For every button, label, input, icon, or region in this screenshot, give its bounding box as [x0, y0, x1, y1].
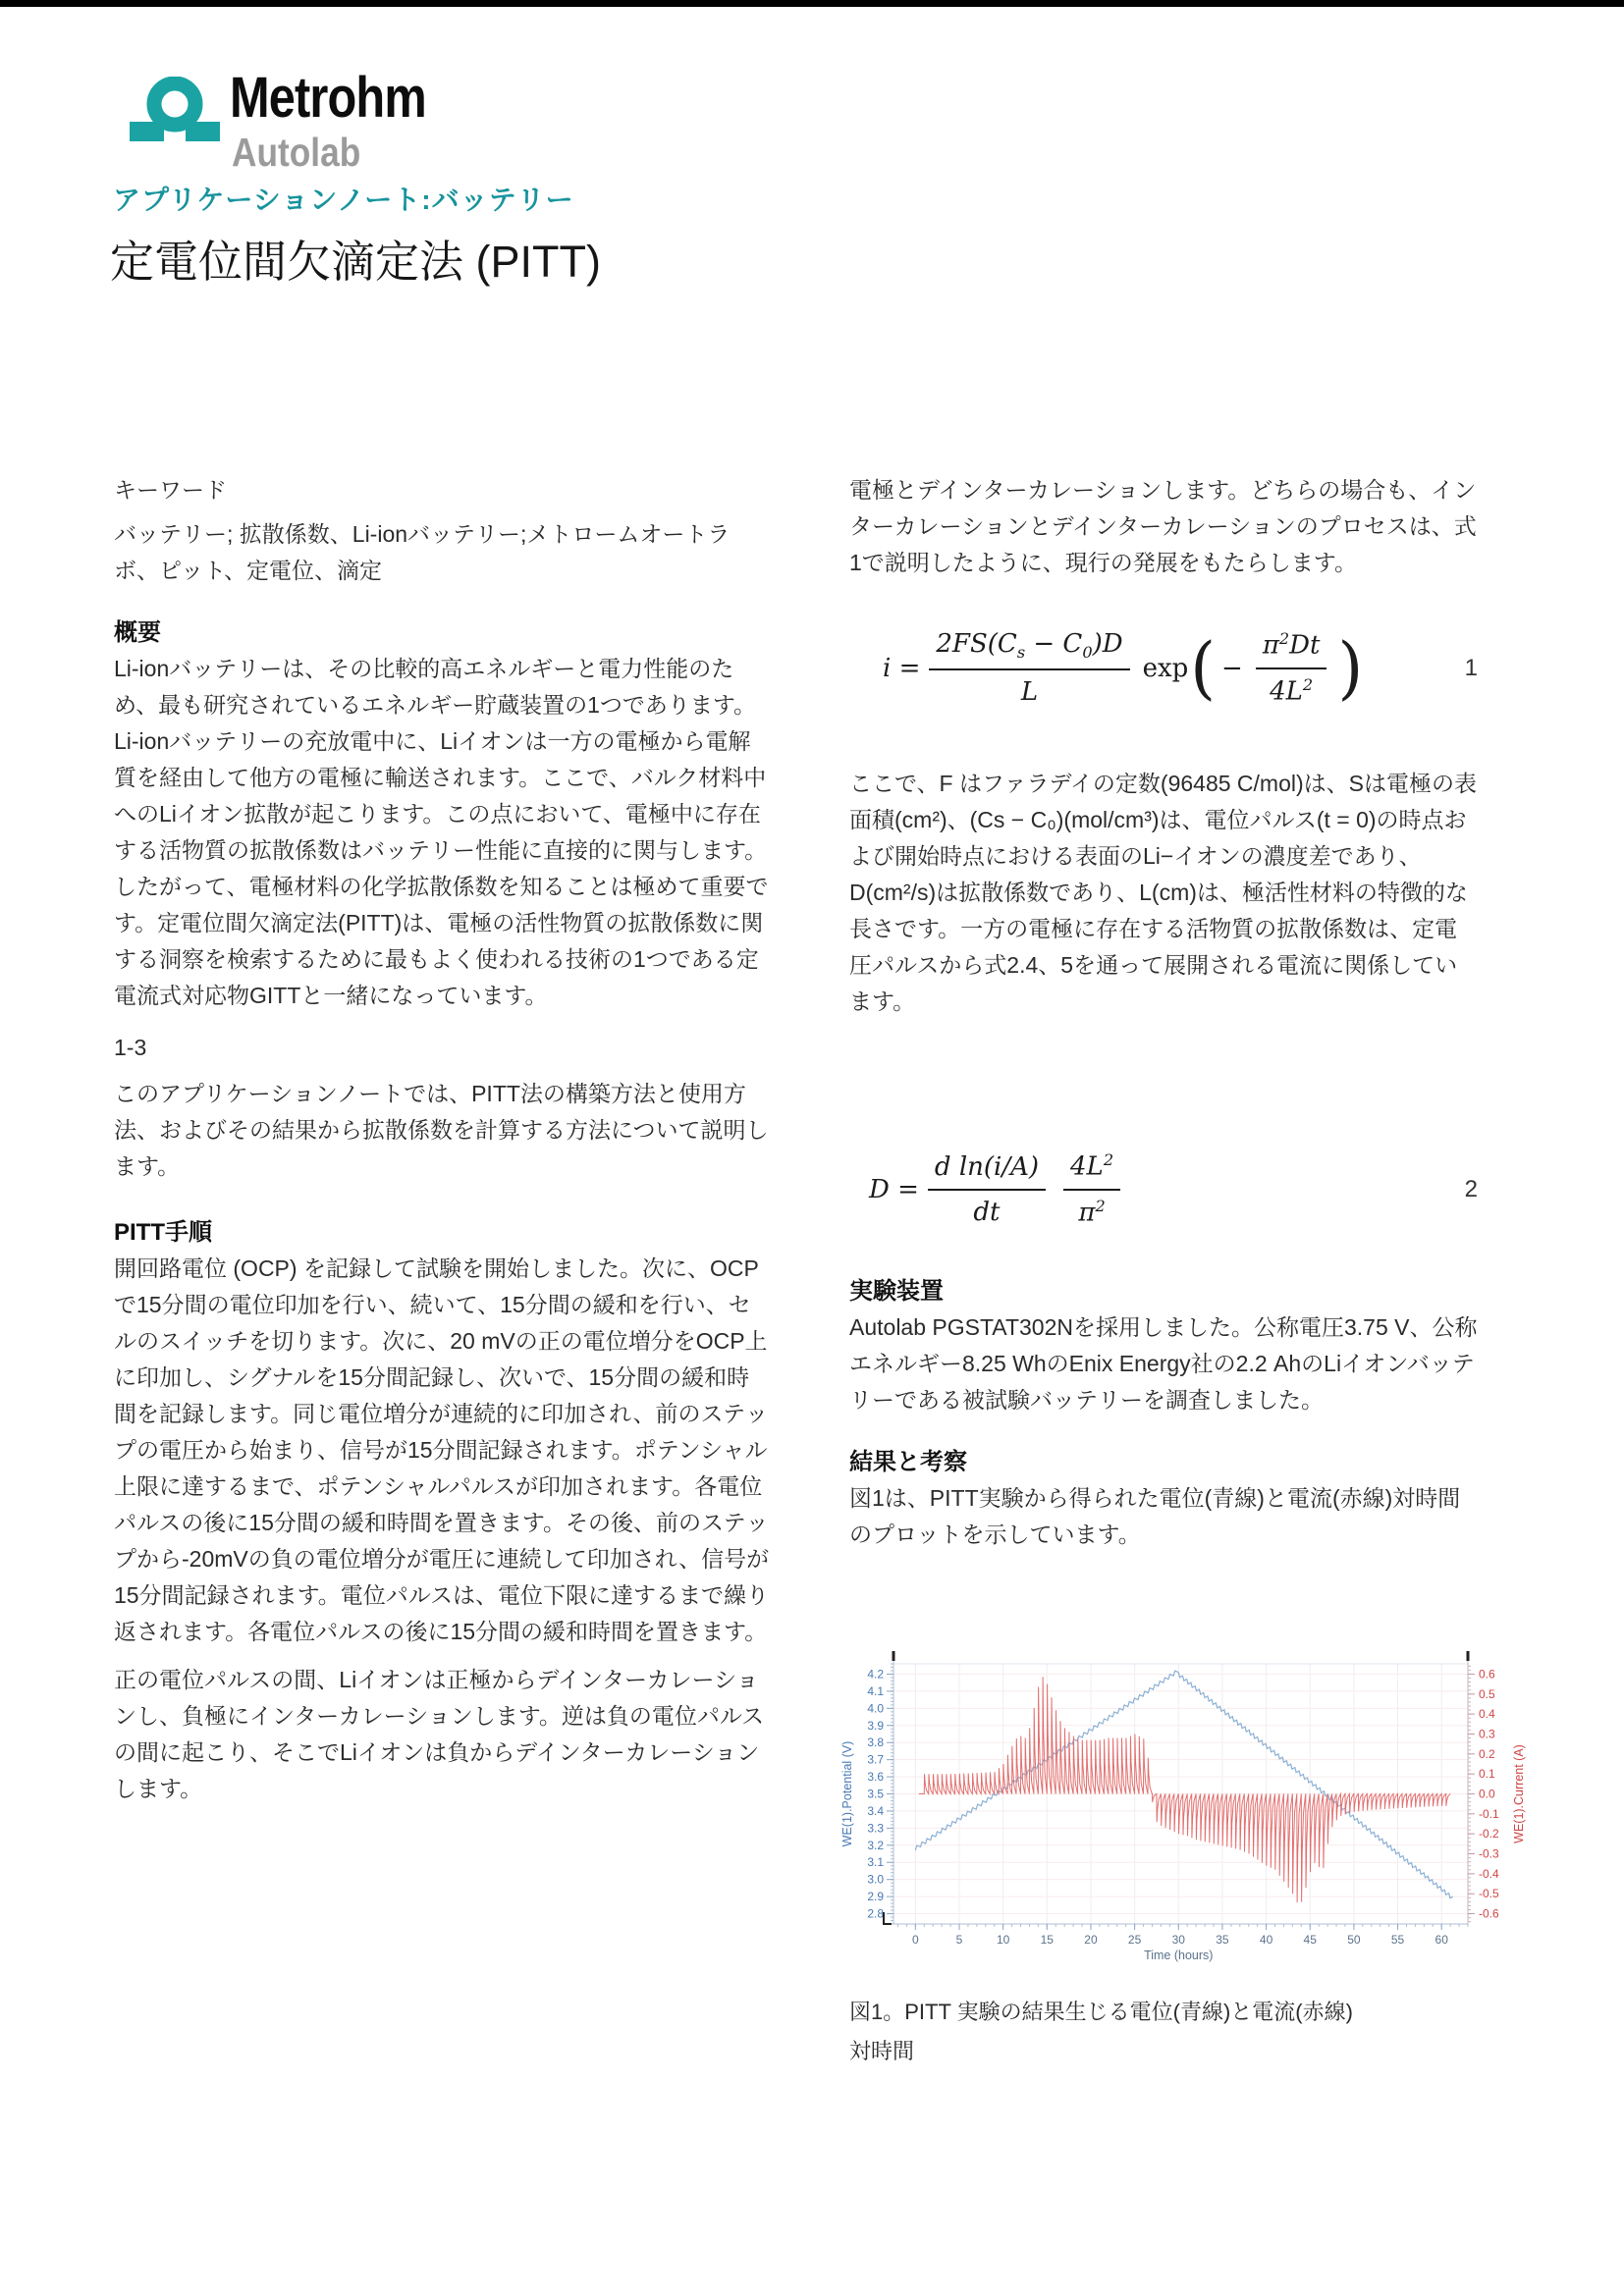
procedure-paragraph-2: 正の電位パルスの間、Liイオンは正極からデインターカレーションし、負極にインターカレーションします。逆は負の電位パルスの間に起こり、そこでLiイオンは負からデインターカレーションします。: [114, 1667, 765, 1801]
svg-text:10: 10: [996, 1933, 1010, 1947]
svg-text:50: 50: [1347, 1933, 1361, 1947]
fraction-numerator: d ln(i/A): [928, 1151, 1046, 1192]
equation-number: 1: [1464, 655, 1478, 681]
exp-function: exp: [1142, 653, 1189, 683]
equation-explanation-paragraph: ここで、F はファラデイの定数(96485 C/mol)は、Sは電極の表面積(cm²)、(Cs − C₀)(mol/cm³)は、電位パルス(t = 0)の時点および開始時点における表面のLi−イオンの濃度差であり、D(cm²/s)は拡散係数であり、L(cm)は、極活性材料の特徴的な長さです。一方の電極に存在する活物質の拡散係数は、定電圧パルスから式2.4、5を通って展開される電流に関係しています。: [849, 771, 1477, 1014]
close-paren: ): [1337, 627, 1364, 708]
chart-grid: [893, 1664, 1468, 1924]
svg-text:30: 30: [1171, 1933, 1185, 1947]
reference-marker: 1-3: [114, 1035, 147, 1060]
equation-fraction: [928, 1151, 1046, 1229]
svg-text:3.0: 3.0: [867, 1872, 884, 1887]
svg-text:55: 55: [1390, 1933, 1405, 1947]
equation-fraction: [1256, 629, 1327, 708]
svg-text:0.3: 0.3: [1479, 1727, 1495, 1741]
svg-text:-0.3: -0.3: [1479, 1846, 1499, 1861]
svg-text:0.0: 0.0: [1479, 1787, 1495, 1801]
svg-text:3.1: 3.1: [867, 1855, 884, 1870]
svg-text:2.9: 2.9: [867, 1890, 884, 1904]
setup-paragraph: Autolab PGSTAT302Nを採用しました。公称電圧3.75 V、公称エネルギー8.25 WhのEnix Energy社の2.2 AhのLiイオンバッテリーである被試験バッテリーを調査しました。: [849, 1314, 1478, 1413]
svg-text:0.2: 0.2: [1479, 1746, 1495, 1761]
svg-text:-0.5: -0.5: [1479, 1887, 1499, 1901]
section-heading-procedure: PITT手順: [114, 1219, 212, 1246]
section-heading-setup: 実験装置: [849, 1278, 944, 1305]
svg-text:3.9: 3.9: [867, 1718, 884, 1733]
svg-text:4.0: 4.0: [867, 1701, 884, 1716]
svg-text:20: 20: [1084, 1933, 1098, 1947]
svg-text:0.1: 0.1: [1479, 1767, 1495, 1782]
equation-number: 2: [1464, 1176, 1478, 1202]
minus-sign: −: [1221, 653, 1243, 683]
keywords-text: バッテリー; 拡散係数、Li-ionバッテリー;メトロームオートラボ、ピット、定電位、滴定: [114, 521, 731, 583]
equation-2: [849, 1136, 1478, 1244]
page-title: 定電位間欠滴定法 (PITT): [110, 237, 601, 287]
equation-lhs: i =: [883, 653, 921, 683]
fraction-numerator: $4L^2$: [1063, 1150, 1120, 1191]
series-current: [919, 1677, 1450, 1902]
figure-caption-line2: 対時間: [849, 2039, 915, 2063]
svg-text:0: 0: [911, 1933, 919, 1947]
metrohm-autolab-logo: [128, 66, 540, 190]
svg-text:4.1: 4.1: [867, 1683, 884, 1698]
svg-text:WE(1).Current (A): WE(1).Current (A): [1512, 1744, 1526, 1843]
keywords-label: キーワード: [114, 477, 227, 503]
svg-text:Time (hours): Time (hours): [1144, 1949, 1214, 1962]
fraction-numerator: $\pi^2Dt$: [1256, 629, 1327, 669]
fraction-denominator: L: [1020, 677, 1039, 708]
svg-text:15: 15: [1040, 1933, 1054, 1947]
svg-text:-0.1: -0.1: [1479, 1806, 1499, 1821]
equation-1: [849, 611, 1478, 726]
top-border: [0, 0, 1624, 7]
continuation-paragraph: 電極とデインターカレーションします。どちらの場合も、インターカレーションとデインターカレーションのプロセスは、式1で説明したように、現行の発展をもたらします。: [849, 477, 1477, 575]
y-axis-current: [1467, 1651, 1527, 1924]
svg-text:25: 25: [1127, 1933, 1142, 1947]
svg-text:3.5: 3.5: [867, 1787, 884, 1801]
svg-text:-0.4: -0.4: [1479, 1866, 1499, 1881]
svg-text:-0.2: -0.2: [1479, 1827, 1499, 1842]
brand-subname: Autolab: [232, 130, 361, 175]
svg-text:0.6: 0.6: [1479, 1667, 1495, 1682]
fraction-denominator: $\pi^2$: [1078, 1197, 1106, 1228]
category-heading: アプリケーションノート:バッテリー: [113, 185, 574, 215]
svg-text:3.3: 3.3: [867, 1821, 884, 1836]
left-column: [114, 472, 770, 1807]
x-axis-time: [884, 1912, 1468, 1962]
pitt-chart: [830, 1639, 1537, 1983]
svg-text:3.7: 3.7: [867, 1752, 884, 1767]
section-heading-results: 結果と考察: [849, 1449, 967, 1475]
overview-paragraph-1: Li-ionバッテリーは、その比較的高エネルギーと電力性能のため、最も研究されているエネルギー貯蔵装置の1つであります。Li-ionバッテリーの充放電中に、Liイオンは一方の電極から電解質を経由して他方の電極に輸送されます。ここで、バルク材料中へのLiイオン拡散が起こります。この点において、電極中に存在する活物質の拡散係数はバッテリー性能に直接的に関与します。したがって、電極材料の化学拡散係数を知ることは極めて重要です。定電位間欠滴定法(PITT)は、電極の活性物質の拡散係数に関する洞察を検索するために最もよく使われる技術の1つである定電流式対応物GITTと一緒になっています。: [114, 656, 769, 1008]
figure-caption-line1: 図1。PITT 実験の結果生じる電位(青線)と電流(赤線): [849, 2000, 1353, 2024]
brand-name: Metrohm: [230, 66, 426, 130]
metrohm-omega-icon: [128, 77, 222, 143]
svg-text:3.6: 3.6: [867, 1770, 884, 1785]
svg-text:0.4: 0.4: [1479, 1707, 1495, 1722]
svg-text:60: 60: [1435, 1933, 1448, 1947]
svg-text:WE(1).Potential (V): WE(1).Potential (V): [840, 1740, 854, 1847]
overview-paragraph-2: このアプリケーションノートでは、PITT法の構築方法と使用方法、およびその結果から拡散係数を計算する方法について説明します。: [114, 1081, 769, 1179]
svg-text:5: 5: [955, 1933, 963, 1947]
results-paragraph: 図1は、PITT実験から得られた電位(青線)と電流(赤線)対時間のプロットを示しています。: [849, 1485, 1461, 1547]
svg-text:3.8: 3.8: [867, 1735, 884, 1750]
fraction-denominator: dt: [973, 1198, 1001, 1227]
fraction-numerator: $2FS(C_s - C_0)D$: [929, 628, 1129, 670]
svg-text:4.2: 4.2: [867, 1667, 884, 1682]
equation-fraction: [929, 628, 1129, 709]
equation-fraction: [1063, 1150, 1120, 1229]
figure-1: [830, 1639, 1526, 2071]
svg-text:35: 35: [1216, 1933, 1229, 1947]
right-column: [840, 472, 1526, 2071]
y-axis-potential: [840, 1651, 895, 1924]
equation-lhs: D =: [869, 1174, 919, 1204]
svg-text:2.8: 2.8: [867, 1906, 884, 1921]
svg-text:40: 40: [1259, 1933, 1273, 1947]
svg-text:3.2: 3.2: [867, 1838, 884, 1852]
section-heading-overview: 概要: [114, 619, 161, 646]
svg-text:3.4: 3.4: [867, 1803, 884, 1818]
fraction-denominator: $4L^2$: [1270, 675, 1314, 707]
svg-text:-0.6: -0.6: [1479, 1906, 1499, 1921]
procedure-paragraph-1: 開回路電位 (OCP) を記録して試験を開始しました。次に、OCPで15分間の電位印加を行い、続いて、15分間の緩和を行い、セルのスイッチを切ります。次に、20 mVの正の電位増分をOCP上に印加し、シグナルを15分間記録し、次いで、15分間の緩和時間を記録します。同じ電位増分が連続的に印加され、前のステップの電圧から始まり、信号が15分間記録されます。ポテンシャル上限に達するまで、ポテンシャルパルスが印加されます。各電位パルスの後に15分間の緩和時間を置きます。その後、前のステップから-20mVの負の電位増分が電圧に連続して印加され、信号が15分間記録されます。電位パルスは、電位下限に達するまで繰り返されます。各電位パルスの後に15分間の緩和時間を置きます。: [114, 1255, 770, 1644]
svg-text:0.5: 0.5: [1479, 1686, 1495, 1701]
open-paren: (: [1190, 627, 1217, 708]
svg-text:45: 45: [1303, 1933, 1317, 1947]
